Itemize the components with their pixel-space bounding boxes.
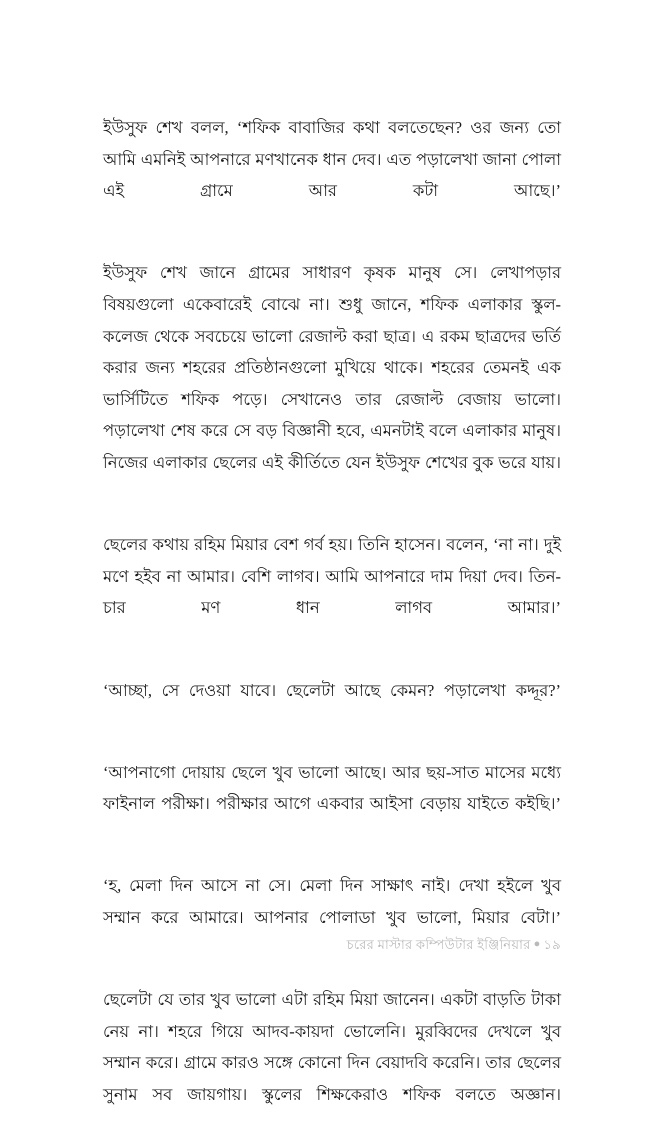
paragraph: ইউসুফ শেখ জানে গ্রামের সাধারণ কৃষক মানুষ সে। লেখাপড়ার বিষয়গুলো একেবারেই বোঝে না। শুধু জানে, শফিক এলাকার স্কুল-কলেজ থেকে সবচেয়ে ভালো রেজাল্ট করা ছাত্র। এ রকম ছাত্রদের ভর্তি করার জন্য শহরের প্রতিষ্ঠানগুলো মুখিয়ে থাকে। শহরের তেমনই এক ভার্সিটিতে শফিক পড়ে। সেখানেও তার রেজাল্ট বেজায় ভালো। পড়ালেখা শেষ করে সে বড় বিজ্ঞানী হবে, এমনটাই বলে এলাকার মানুষ। নিজের এলাকার ছেলের এই কীর্তিতে যেন ইউসুফ শেখের বুক ভরে যায়। [103, 263, 561, 472]
page-number: ১৯ [543, 937, 561, 952]
paragraph: ‘হ, মেলা দিন আসে না সে। মেলা দিন সাক্ষাৎ নাই। দেখা হইলে খুব সম্মান করে আমারে। আপনার পোলাডা খুব ভালো, মিয়ার বেটা।’ [103, 876, 561, 928]
paragraph: ছেলের কথায় রহিম মিয়ার বেশ গর্ব হয়। তিনি হাসেন। বলেন, ‘না না। দুই মণে হইব না আমার। বেশি লাগব। আমি আপনারে দাম দিয়া দেব। তিন-চার মণ ধান লাগব আমার।’ [103, 535, 561, 618]
paragraph: ইউসুফ শেখ বলল, ‘শফিক বাবাজির কথা বলতেছেন? ওর জন্য তো আমি এমনিই আপনারে মণখানেক ধান দেব। এত পড়ালেখা জানা পোলা এই গ্রামে আর কটা আছে।’ [103, 118, 561, 201]
footer-book-title: চরের মাস্টার কম্পিউটার ইঞ্জিনিয়ার [346, 937, 531, 952]
paragraph: ‘আপনাগো দোয়ায় ছেলে খুব ভালো আছে। আর ছয়-সাত মাসের মধ্যে ফাইনাল পরীক্ষা। পরীক্ষার আগে একবার আইসা বেড়ায় যাইতে কইছি।’ [103, 762, 561, 814]
page-footer [103, 934, 561, 955]
paragraph: ‘আচ্ছা, সে দেওয়া যাবে। ছেলেটা আছে কেমন? পড়ালেখা কদ্দূর?’ [103, 680, 561, 700]
page-text-body [103, 112, 561, 1142]
paragraph: ছেলেটা যে তার খুব ভালো এটা রহিম মিয়া জানেন। একটা বাড়তি টাকা নেয় না। শহরে গিয়ে আদব-কায়দা ভোলেনি। মুরব্বিদের দেখলে খুব সম্মান করে। গ্রামে কারও সঙ্গে কোনো দিন বেয়াদবি করেনি। তার ছেলের সুনাম সব জায়গায়। স্কুলের শিক্ষকেরাও শফিক বলতে অজ্ঞান। [103, 990, 561, 1105]
footer-separator-dot-icon: ● [533, 938, 541, 950]
